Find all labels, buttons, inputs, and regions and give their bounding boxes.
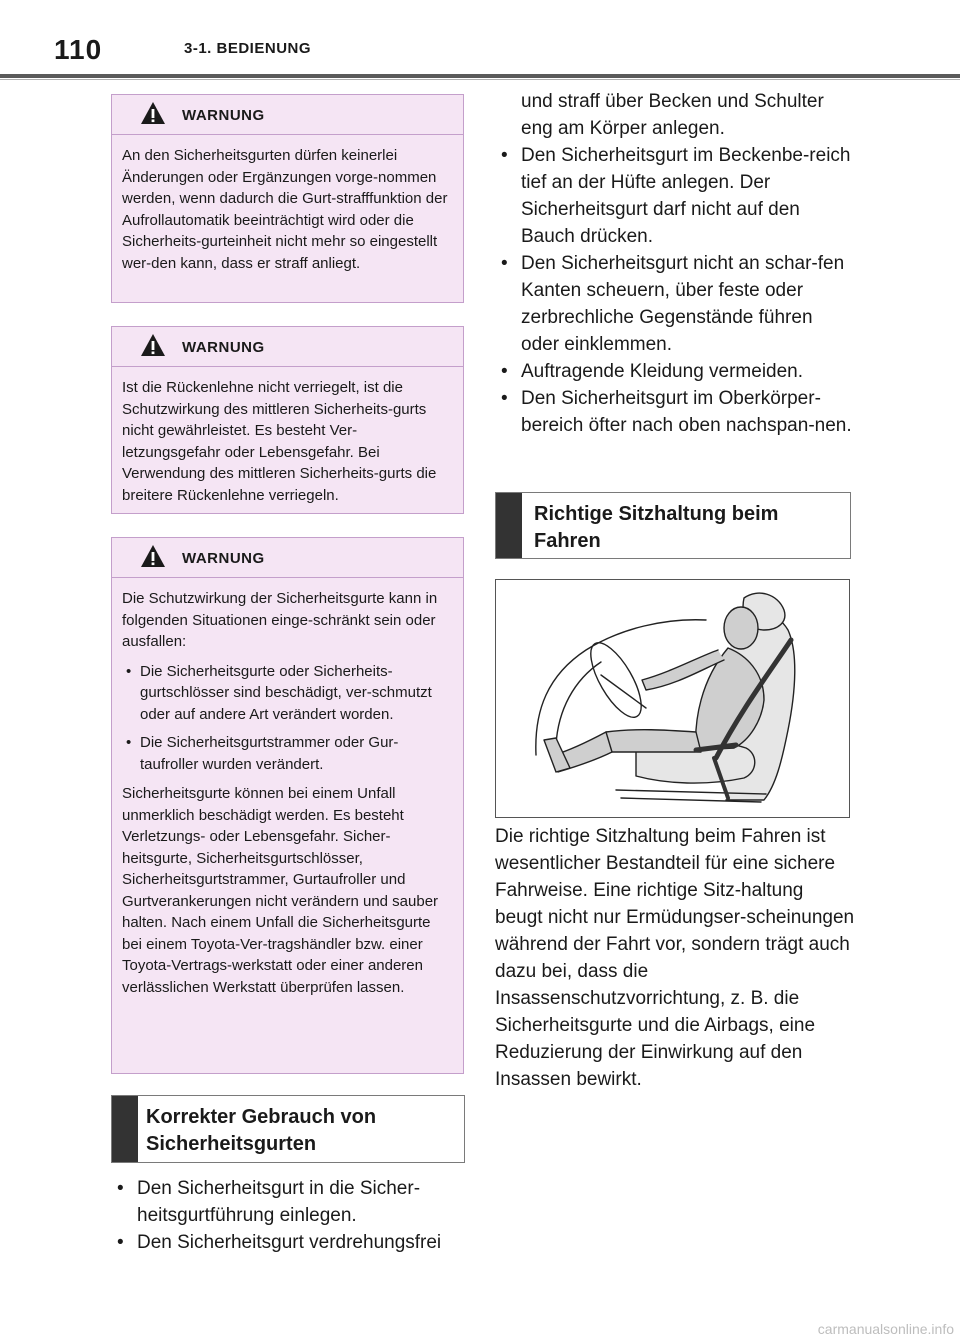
bullet-item: • Den Sicherheitsgurt im Oberkörper-bereich öfter nach oben nachspan-nen. <box>495 385 855 439</box>
continuation-text: und straff über Becken und Schulter eng am Körper anlegen. <box>521 91 824 139</box>
bullet-list <box>111 1175 471 1256</box>
section-heading-left <box>111 1095 465 1163</box>
warning-outro: Sicherheitsgurte können bei einem Unfall unmerklich beschädigt werden. Es besteht Verletzungs- oder Lebensgefahr. Sicher-heitsgurte, Sicherheitsgurtschlösser, Sicherheitsgurtstrammer, Gurtaufroller und Gurtverankerungen nicht verändern und sauber halten. Nach einem Unfall die Sicherheitsgurte bei einem Toyota-Ver-tragshändler bzw. einer Toyota-Vertrags-werkstatt oder einer anderen verlässlichen Werkstatt überprüfen lassen. <box>122 785 439 996</box>
warning-body <box>112 578 463 1008</box>
driver-seat-drawing <box>496 580 850 818</box>
header-rule-thin <box>0 79 960 80</box>
heading-bar <box>112 1096 138 1162</box>
warning-title: WARNUNG <box>182 339 265 356</box>
heading-text: Korrekter Gebrauch von Sicherheitsgurten <box>146 1106 377 1155</box>
warning-triangle-icon <box>140 333 166 357</box>
watermark: carmanualsonline.info <box>817 1321 954 1337</box>
heading-bar <box>496 493 522 558</box>
warning-title: WARNUNG <box>182 550 265 567</box>
bullet-item: • Auftragende Kleidung vermeiden. <box>495 358 855 385</box>
warning-header <box>112 95 463 135</box>
warning-bullet: • Die Sicherheitsgurtstrammer oder Gur-taufroller wurden verändert. <box>122 732 453 775</box>
right-bullet-section <box>495 88 855 439</box>
left-bullet-section <box>111 1175 471 1256</box>
warning-bullet-list <box>122 661 453 776</box>
warning-triangle-icon <box>140 101 166 125</box>
warning-intro: Die Schutzwirkung der Sicherheitsgurte kann in folgenden Situationen einge-schränkt sein oder ausfallen: <box>122 590 438 650</box>
warning-body <box>112 135 463 284</box>
header-rule <box>0 74 960 78</box>
warning-header <box>112 327 463 367</box>
warning-triangle-icon <box>140 544 166 568</box>
bullet-item: • Den Sicherheitsgurt im Beckenbe-reich tief an der Hüfte anlegen. Der Sicherheitsgurt darf nicht auf den Bauch drücken. <box>495 142 855 250</box>
seating-posture-illustration <box>495 579 850 818</box>
section-heading-right <box>495 492 851 559</box>
posture-paragraph-section <box>495 823 855 1093</box>
warning-bullet: • Die Sicherheitsgurte oder Sicherheits-gurtschlösser sind beschädigt, ver-schmutzt oder auf andere Art verändert worden. <box>122 661 453 726</box>
bullet-list <box>495 142 855 439</box>
bullet-item: • Den Sicherheitsgurt verdrehungsfrei <box>111 1229 471 1256</box>
warning-paragraph: An den Sicherheitsgurten dürfen keinerlei Änderungen oder Ergänzungen vorge-nommen werden, wenn dadurch die Gurt-strafffunktion der Aufrollautomatik beeinträchtigt wird oder die Sicherheits-gurteinheit nicht mehr so eingestellt wer-den kann, dass er straff anliegt. <box>122 147 448 272</box>
chapter-title: 3-1. BEDIENUNG <box>184 40 312 57</box>
heading-text: Richtige Sitzhaltung beim Fahren <box>534 503 779 552</box>
warning-header <box>112 538 463 578</box>
warning-box-1 <box>111 94 464 303</box>
warning-body <box>112 367 463 516</box>
page-number: 110 <box>54 34 103 65</box>
warning-box-2 <box>111 326 464 514</box>
warning-title: WARNUNG <box>182 107 265 124</box>
bullet-item: • Den Sicherheitsgurt nicht an schar-fen Kanten scheuern, über feste oder zerbrechliche Gegenstände führen oder einklemmen. <box>495 250 855 358</box>
posture-paragraph: Die richtige Sitzhaltung beim Fahren ist wesentlicher Bestandteil für eine sichere Fahrweise. Eine richtige Sitz-haltung beugt nicht nur Ermüdungser-scheinungen während der Fahrt vor, sondern trägt auch dazu bei, dass die Insassenschutzvorrichtung, z. B. die Sicherheitsgurte und die Airbags, eine Reduzierung der Einwirkung auf den Insassen bewirkt. <box>495 826 855 1090</box>
warning-paragraph: Ist die Rückenlehne nicht verriegelt, ist die Schutzwirkung des mittleren Sicherheits-gurts nicht gewährleistet. Es besteht Ver-letzungsgefahr oder Lebensgefahr. Bei Verwendung des mittleren Sicherheits-gurts die breitere Rückenlehne verriegeln. <box>122 379 437 504</box>
bullet-item: • Den Sicherheitsgurt in die Sicher-heitsgurtführung einlegen. <box>111 1175 471 1229</box>
warning-box-3 <box>111 537 464 1074</box>
page-header <box>0 0 960 78</box>
